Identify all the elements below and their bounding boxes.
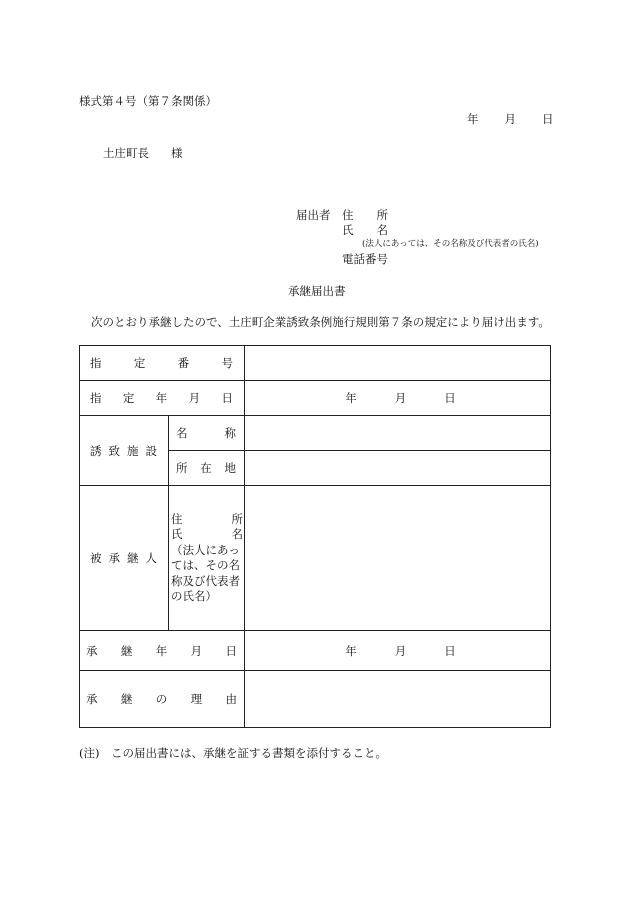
addressee-honorific: 様 xyxy=(171,146,183,160)
row-facility-name xyxy=(80,416,551,451)
facility-name-label: 名 称 xyxy=(176,426,236,440)
row-succession-date xyxy=(80,631,551,671)
succession-date-month: 月 xyxy=(394,643,407,658)
applicant-phone-label: 電話番号 xyxy=(342,252,388,266)
document-title: 承継届出書 xyxy=(288,284,346,298)
facility-location-label: 所 在 地 xyxy=(176,461,236,475)
row-designation-number xyxy=(80,346,551,381)
addressee xyxy=(103,146,183,160)
applicant-name-label: 氏 名 xyxy=(342,223,388,237)
succession-date-day: 日 xyxy=(444,643,456,658)
row-predecessor xyxy=(80,486,551,631)
applicant-name-note: (法人にあっては、その名称及び代表者の氏名) xyxy=(362,239,539,249)
addressee-name: 土庄町長 xyxy=(103,146,149,160)
predecessor-sub-label: 住 所 氏 名 （法人にあっ ては、その名 称及び代表者 の氏名） xyxy=(171,511,243,603)
form-number: 様式第４号（第７条関係） xyxy=(79,94,217,108)
row-designation-date xyxy=(80,381,551,416)
succession-date-label: 承 継 年 月 日 xyxy=(86,643,237,658)
succession-reason-field[interactable] xyxy=(245,671,551,728)
designation-number-field[interactable] xyxy=(245,346,551,381)
designation-number-label: 指 定 番 号 xyxy=(90,356,233,370)
designation-date-year: 年 xyxy=(345,391,357,405)
designation-date-label: 指 定 年 月 日 xyxy=(90,391,233,405)
succession-date-field[interactable] xyxy=(245,631,551,671)
header-date xyxy=(467,112,554,126)
facility-location-field[interactable] xyxy=(245,451,551,486)
intro-text: 次のとおり承継したので、土庄町企業誘致条例施行規則第７条の規定により届け出ます。 xyxy=(91,315,550,329)
applicant-address-label: 住 所 xyxy=(342,208,388,222)
facility-name-field[interactable] xyxy=(245,416,551,451)
form-table xyxy=(79,345,551,728)
succession-date-year: 年 xyxy=(345,643,357,658)
designation-date-day: 日 xyxy=(444,391,456,405)
designation-date-field[interactable] xyxy=(245,381,551,416)
header-date-month: 月 xyxy=(504,112,516,126)
designation-date-month: 月 xyxy=(394,391,407,405)
header-date-day: 日 xyxy=(542,112,554,126)
applicant-label: 届出者 xyxy=(296,208,331,222)
succession-reason-label: 承 継 の 理 由 xyxy=(86,692,237,706)
header-date-year: 年 xyxy=(467,112,479,126)
facility-label: 誘 致 施 設 xyxy=(90,443,157,458)
footnote: (注) この届出書には、承継を証する書類を添付すること。 xyxy=(79,746,387,760)
predecessor-label: 被 承 継 人 xyxy=(90,551,157,565)
predecessor-field[interactable] xyxy=(245,486,551,631)
row-succession-reason xyxy=(80,671,551,728)
